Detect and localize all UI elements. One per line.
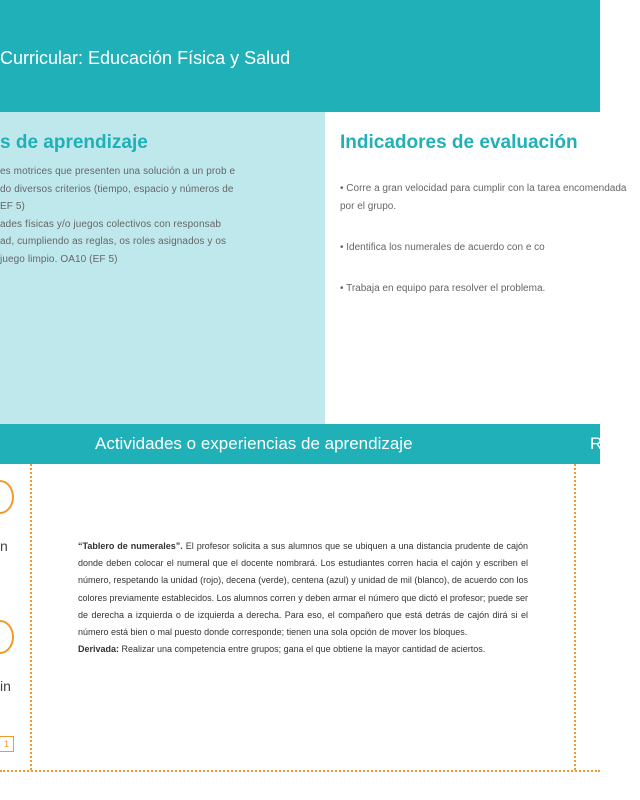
indicador-item: • Identifica los numerales de acuerdo con e co: [340, 242, 545, 253]
dotted-border-right: [574, 464, 576, 770]
objetivos-heading: s de aprendizaje: [0, 132, 148, 153]
activity-title: “Tablero de numerales”.: [78, 541, 183, 551]
step-circle-icon: [0, 480, 14, 514]
side-column-heading: R: [590, 434, 603, 453]
objetivos-panel: [0, 112, 325, 424]
indicador-item: • Corre a gran velocidad para cumplir con la tarea encomendada por el grupo.: [340, 183, 627, 212]
header-bar: [0, 0, 600, 112]
objetivos-line: ades físicas y/o juegos colectivos con responsab: [0, 218, 222, 230]
actividades-heading: Actividades o experiencias de aprendizaje: [95, 434, 413, 453]
actividades-bar: [0, 424, 603, 464]
objetivos-line: do diversos criterios (tiempo, espacio y números de: [0, 183, 234, 195]
activity-description: [78, 538, 528, 658]
side-label: in: [0, 678, 11, 694]
variation-label: Derivada:: [78, 644, 120, 655]
dotted-border-bottom: [0, 770, 600, 772]
step-circle-icon: [0, 620, 14, 654]
objetivos-line: EF 5): [0, 201, 25, 212]
objetivos-line: juego limpio. OA10 (EF 5): [0, 253, 118, 265]
objetivos-line: es motrices que presenten una solución a un prob e: [0, 166, 236, 177]
page-badge: 1: [0, 736, 14, 752]
dotted-border-left: [30, 464, 32, 770]
objetivos-line: ad, cumpliendo as reglas, os roles asignados y os: [0, 236, 227, 247]
indicador-item: • Trabaja en equipo para resolver el problema.: [340, 283, 546, 294]
variation-text: Realizar una competencia entre grupos; gana el que obtiene la mayor cantidad de aciertos.: [119, 644, 486, 655]
page-title: Curricular: Educación Física y Salud: [0, 48, 291, 68]
indicadores-heading: Indicadores de evaluación: [340, 132, 578, 153]
activity-body: El profesor solicita a sus alumnos que se ubiquen a una distancia prudente de cajón donde deben colocar el numeral que el docente nombrará. Los estudiantes corren hacia el cajón y escriben el número, respetando la unidad (rojo), decena (verde), centena (azul) y unidad de mil (blanco), de acuerdo con los colores previamente establecidos. Los alumnos corren y deben armar el número que dictó el profesor; puede ser de derecha a izquierda o de izquierda a derecha. Para eso, el compañero que está detrás de cajón dirá si el número está bien o mal puesto donde corresponde; tienen una sola opción de mover los bloques.: [78, 541, 528, 638]
objetivos-text: [0, 163, 320, 268]
side-label: n: [0, 538, 8, 554]
indicadores-list: [340, 180, 640, 321]
indicadores-panel: [325, 112, 627, 424]
